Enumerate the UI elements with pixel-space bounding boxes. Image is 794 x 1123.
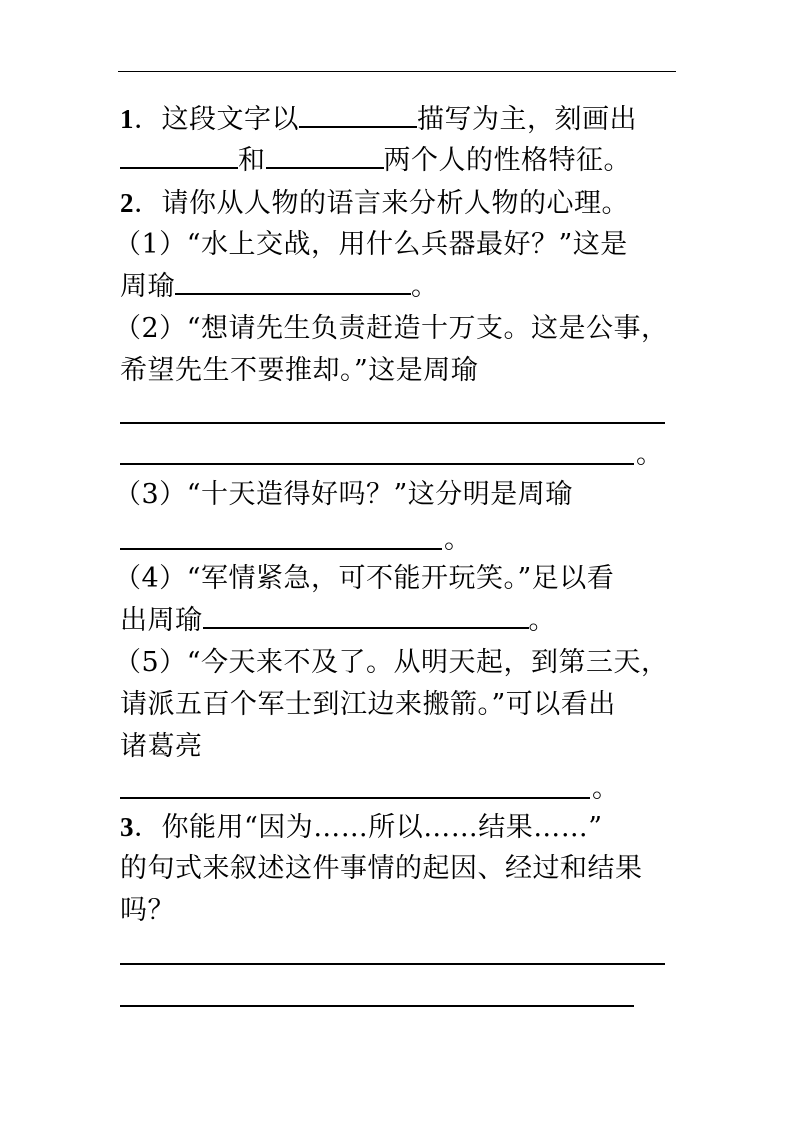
q1-text-b: 描写为主，刻画出 xyxy=(417,104,637,135)
q2-item-1-quote: “水上交战，用什么兵器最好？”这是 xyxy=(186,229,628,260)
q2-item-3-quote: “十天造得好吗？”这分明是周瑜 xyxy=(186,479,573,510)
q2-line-1: 2．请你从人物的语言来分析人物的心理。 xyxy=(120,188,629,219)
q1-text-d: 两个人的性格特征。 xyxy=(383,145,631,176)
q3-line-2: 的句式来叙述这件事情的起因、经过和结果 xyxy=(120,853,643,884)
top-divider xyxy=(118,71,676,72)
q2-item-5-line-2: 请派五百个军士到江边来搬箭。”可以看出 xyxy=(120,689,616,720)
q3-answer-line-2[interactable] xyxy=(120,1005,634,1007)
q2-item-3-line-1 xyxy=(114,478,573,512)
q2-item-2-answer-line-1[interactable] xyxy=(120,422,665,424)
q1-text-a: 这段文字以 xyxy=(161,104,299,135)
q2-item-5-quote: “今天来不及了。从明天起，到第三天， xyxy=(186,647,669,678)
q2-item-5-label: （5） xyxy=(114,647,187,678)
q1-blank-2[interactable] xyxy=(120,145,238,169)
q3-text: 你能用“因为……所以……结果……” xyxy=(161,812,603,843)
q1-text-c: 和 xyxy=(238,145,266,176)
q1-blank-3[interactable] xyxy=(266,145,384,169)
q2-item-5-period: 。 xyxy=(592,773,619,804)
q2-item-1-line-2: 周瑜 。 xyxy=(120,271,439,302)
q2-item-1-line-1 xyxy=(114,228,628,262)
q2-item-3-answer-line[interactable] xyxy=(120,548,442,550)
q2-item-1-label: （1） xyxy=(114,229,187,260)
q1-line-1: 1．这段文字以 描写为主，刻画出 xyxy=(120,104,637,135)
q2-number: 2 xyxy=(120,188,134,218)
q2-item-2-line-2: 希望先生不要推却。”这是周瑜 xyxy=(120,355,479,386)
q2-item-2-answer-line-2[interactable] xyxy=(120,463,634,465)
q2-item-4-line-2: 出周瑜 。 xyxy=(120,605,556,636)
q3-line-3: 吗？ xyxy=(120,895,175,926)
q3-answer-line-1[interactable] xyxy=(120,963,665,965)
q2-item-2-period: 。 xyxy=(636,439,663,470)
q1-blank-1[interactable] xyxy=(299,104,417,128)
q2-item-2-label: （2） xyxy=(114,313,187,344)
q2-item-5-line-3: 诸葛亮 xyxy=(120,731,203,762)
q2-item-2-quote: “想请先生负责赶造十万支。这是公事， xyxy=(186,313,669,344)
q2-item-5-line-1 xyxy=(114,646,669,680)
q2-item-4-quote: “军情紧急，可不能开玩笑。”足以看 xyxy=(186,563,615,594)
q2-item-3-label: （3） xyxy=(114,479,187,510)
q1-line-2 xyxy=(120,144,631,178)
q2-item-4-blank[interactable] xyxy=(203,605,529,629)
q2-item-4-label: （4） xyxy=(114,563,187,594)
q2-text: 请你从人物的语言来分析人物的心理。 xyxy=(161,188,629,219)
q3-line-1: 3．你能用“因为……所以……结果……” xyxy=(120,812,603,843)
q3-number: 3 xyxy=(120,812,134,842)
q2-item-5-answer-line[interactable] xyxy=(120,797,590,799)
q2-item-1-blank[interactable] xyxy=(175,271,411,295)
q2-item-4-line-1 xyxy=(114,562,614,596)
q2-item-3-period: 。 xyxy=(444,524,471,555)
q2-item-2-line-1 xyxy=(114,312,669,346)
q1-number: 1 xyxy=(120,104,134,134)
